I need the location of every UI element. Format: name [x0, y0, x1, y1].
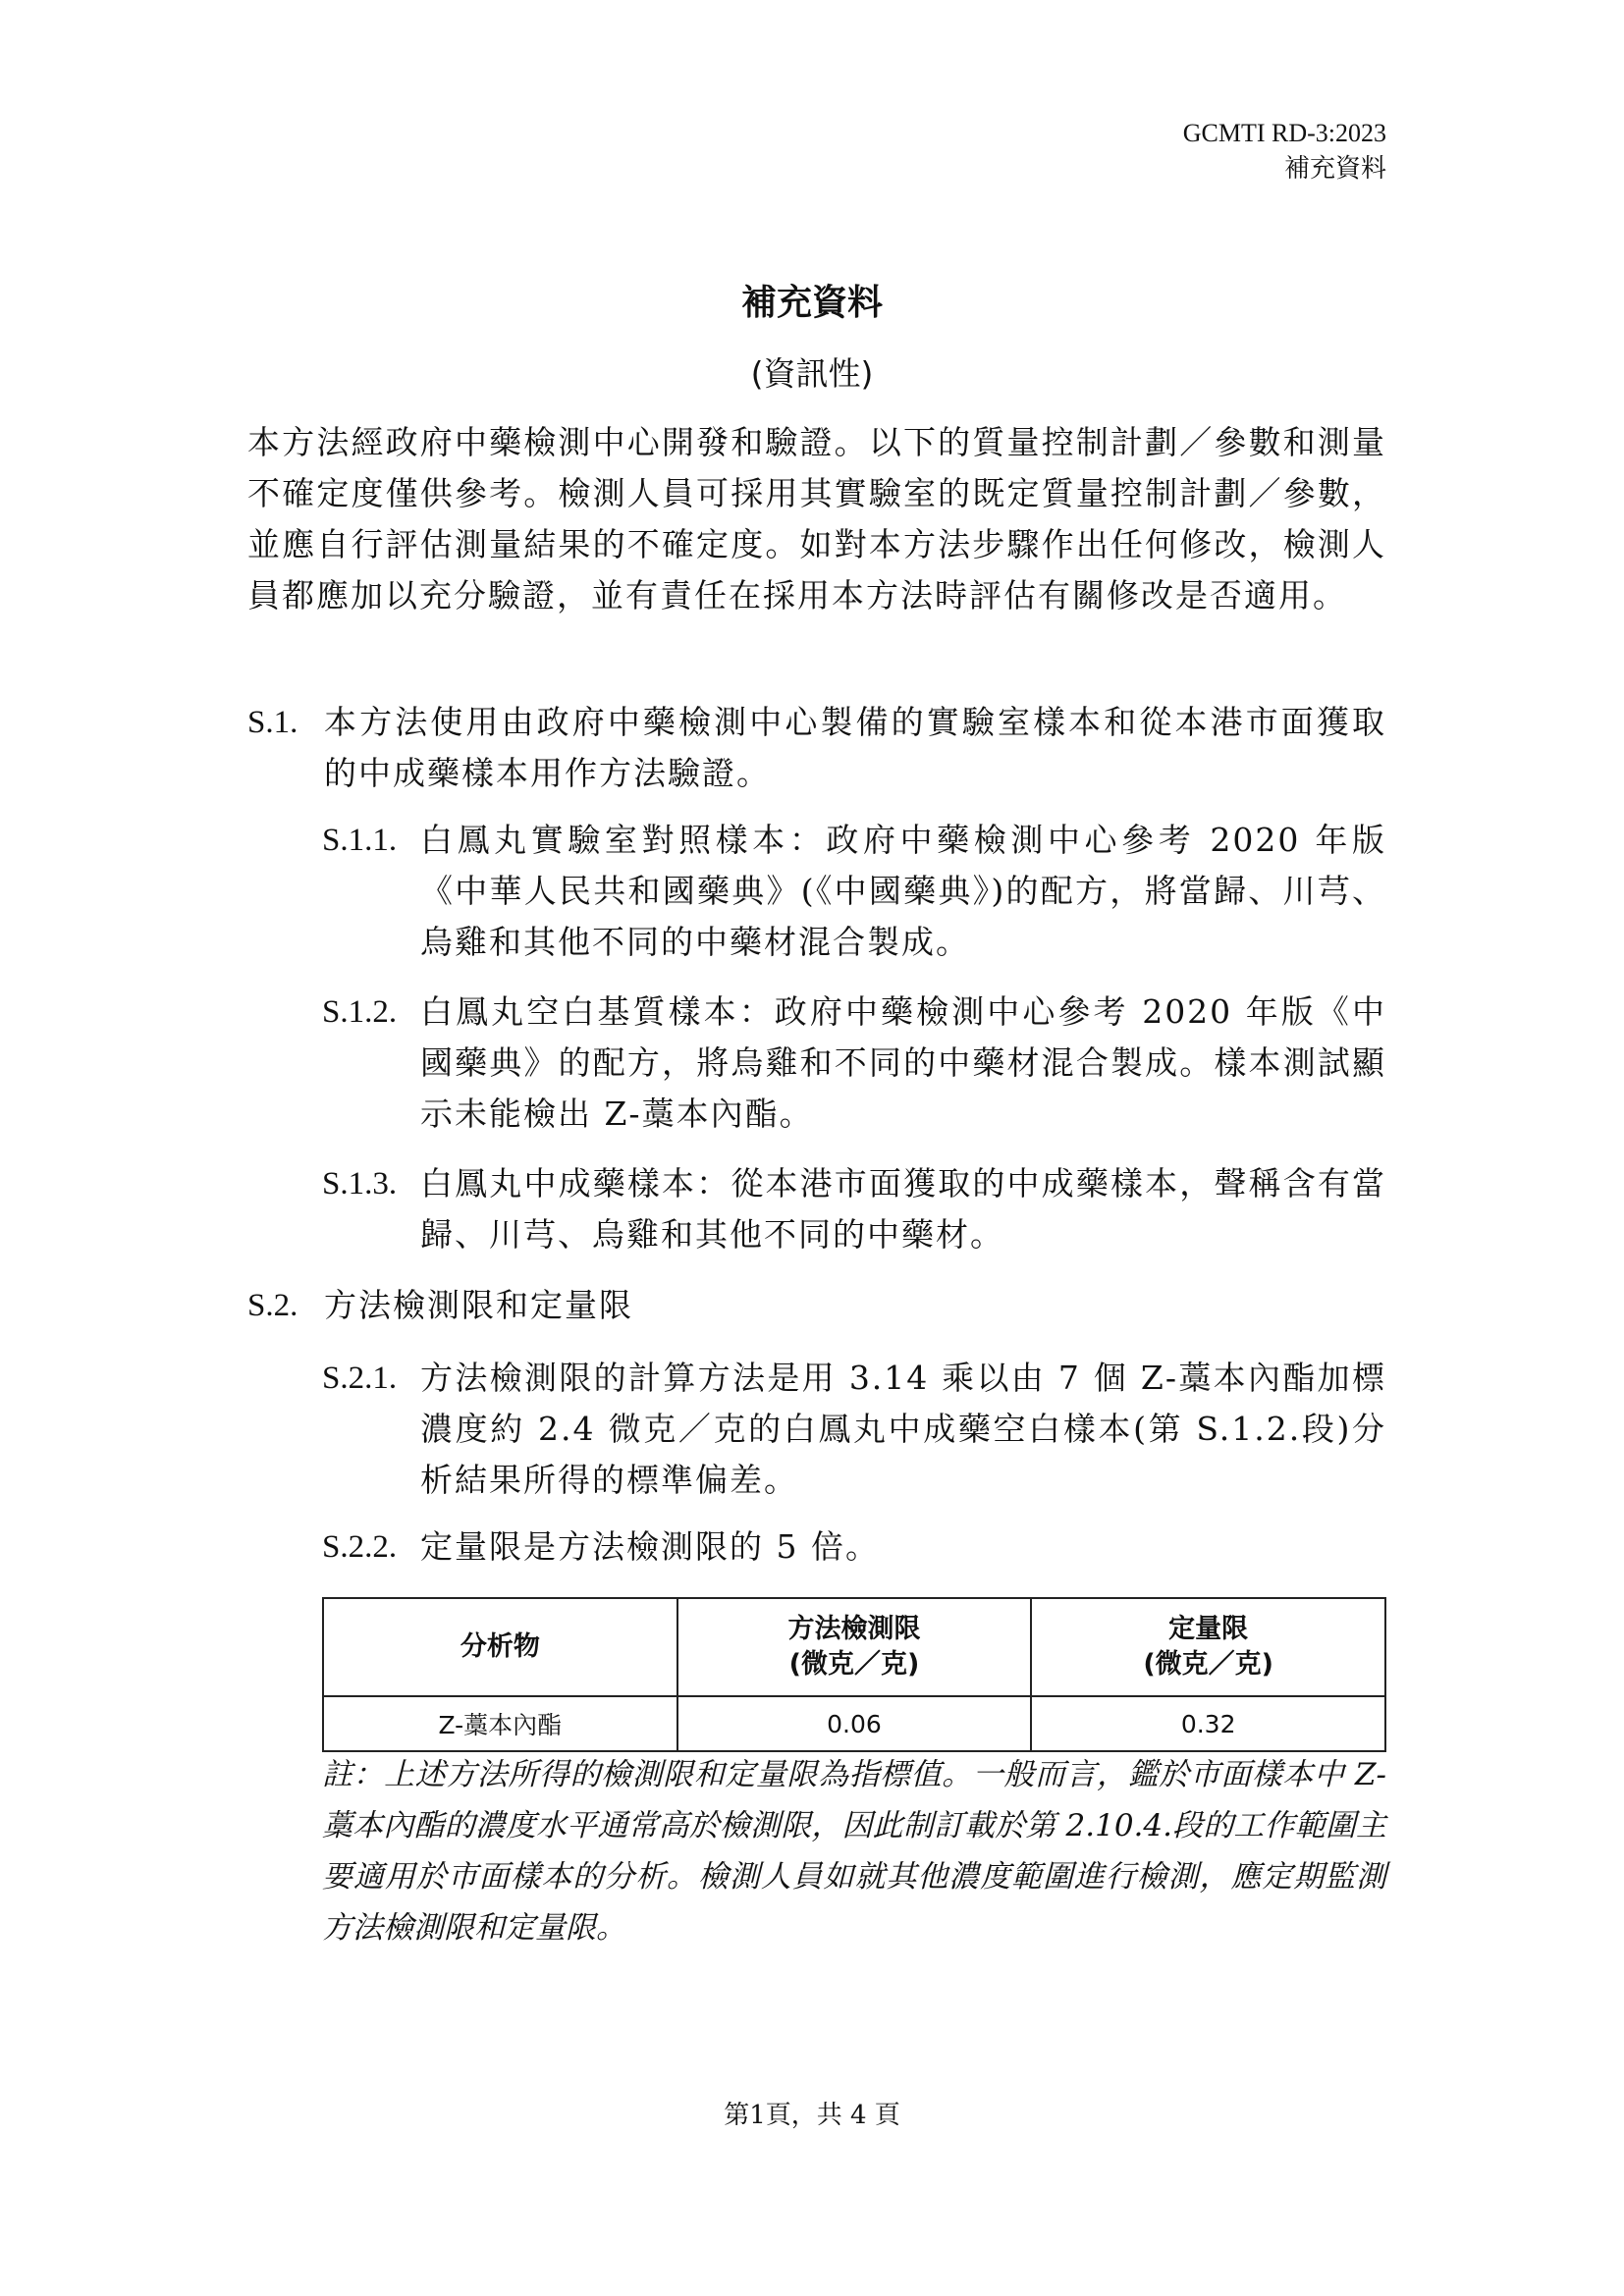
header-label: 補充資料 — [1283, 154, 1386, 183]
subsection-s2-1 — [322, 1353, 1386, 1506]
table-header-row — [323, 1598, 1385, 1696]
page-footer: 第1頁，共 4 頁 — [724, 2101, 900, 2130]
subsection-number: S.2.1. — [322, 1361, 398, 1396]
section-s2 — [247, 1280, 1386, 1331]
page-title: 補充資料 — [740, 283, 883, 323]
subsection-number: S.1.2. — [322, 994, 398, 1030]
table-cell-analyte: Z-藁本內酯 — [323, 1696, 677, 1751]
table-header-analyte: 分析物 — [323, 1598, 677, 1696]
intro-paragraph: 本方法經政府中藥檢測中心開發和驗證。以下的質量控制計劃／參數和測量不確定度僅供參考。檢測人員可採用其實驗室的既定質量控制計劃／參數，並應自行評估測量結果的不確定度。如對本方法步驟作出任何修改，檢測人員都應加以充分驗證，並有責任在採用本方法時評估有關修改是否適用。 — [247, 423, 1386, 614]
table-row — [323, 1696, 1385, 1751]
section-number: S.2. — [247, 1288, 298, 1323]
section-text: 本方法使用由政府中藥檢測中心製備的實驗室樣本和從本港市面獲取的中成藥樣本用作方法驗證。 — [324, 703, 1386, 792]
subsection-number: S.2.2. — [322, 1529, 398, 1565]
subsection-s1-2 — [322, 987, 1386, 1140]
subsection-number: S.1.3. — [322, 1166, 398, 1201]
subsection-text: 白鳳丸空白基質樣本：政府中藥檢測中心參考 2020 年版《中國藥典》的配方，將烏雞和不同的中藥材混合製成。樣本測試顯示未能檢出 Z-藁本內酯。 — [420, 992, 1386, 1133]
table-header-lod: 方法檢測限 (微克／克) — [677, 1598, 1032, 1696]
subsection-number: S.1.1. — [322, 823, 398, 858]
section-s1 — [247, 697, 1386, 799]
subsection-s1-3 — [322, 1158, 1386, 1260]
section-number: S.1. — [247, 705, 298, 740]
subsection-text: 白鳳丸中成藥樣本：從本港市面獲取的中成藥樣本，聲稱含有當歸、川芎、烏雞和其他不同的中藥材。 — [420, 1164, 1386, 1254]
limits-table — [322, 1597, 1386, 1752]
table-cell-lod: 0.06 — [677, 1696, 1032, 1751]
document-code: GCMTI RD-3:2023 — [1182, 119, 1386, 147]
page-subtitle: (資訊性) — [750, 354, 874, 393]
subsection-text: 白鳳丸實驗室對照樣本：政府中藥檢測中心參考 2020 年版《中華人民共和國藥典》(《中國藥典》)的配方，將當歸、川芎、烏雞和其他不同的中藥材混合製成。 — [420, 821, 1386, 961]
subsection-text: 定量限是方法檢測限的 5 倍。 — [420, 1527, 880, 1566]
table-note: 註：上述方法所得的檢測限和定量限為指標值。一般而言，鑑於市面樣本中 Z-藁本內酯的濃度水平通常高於檢測限，因此制訂載於第 2.10.4.段的工作範圍主要適用於市面樣本的分析。檢測人員如就其他濃度範圍進行檢測，應定期監測方法檢測限和定量限。 — [322, 1757, 1386, 1946]
table-cell-loq: 0.32 — [1031, 1696, 1385, 1751]
subsection-s1-1 — [322, 815, 1386, 968]
subsection-text: 方法檢測限的計算方法是用 3.14 乘以由 7 個 Z-藁本內酯加標濃度約 2.4 微克／克的白鳳丸中成藥空白樣本(第 S.1.2.段)分析結果所得的標準偏差。 — [420, 1359, 1386, 1499]
page-header — [1183, 116, 1386, 187]
subsection-s2-2 — [322, 1522, 1386, 1573]
section-text: 方法檢測限和定量限 — [324, 1286, 633, 1324]
table-header-loq: 定量限 (微克／克) — [1031, 1598, 1385, 1696]
